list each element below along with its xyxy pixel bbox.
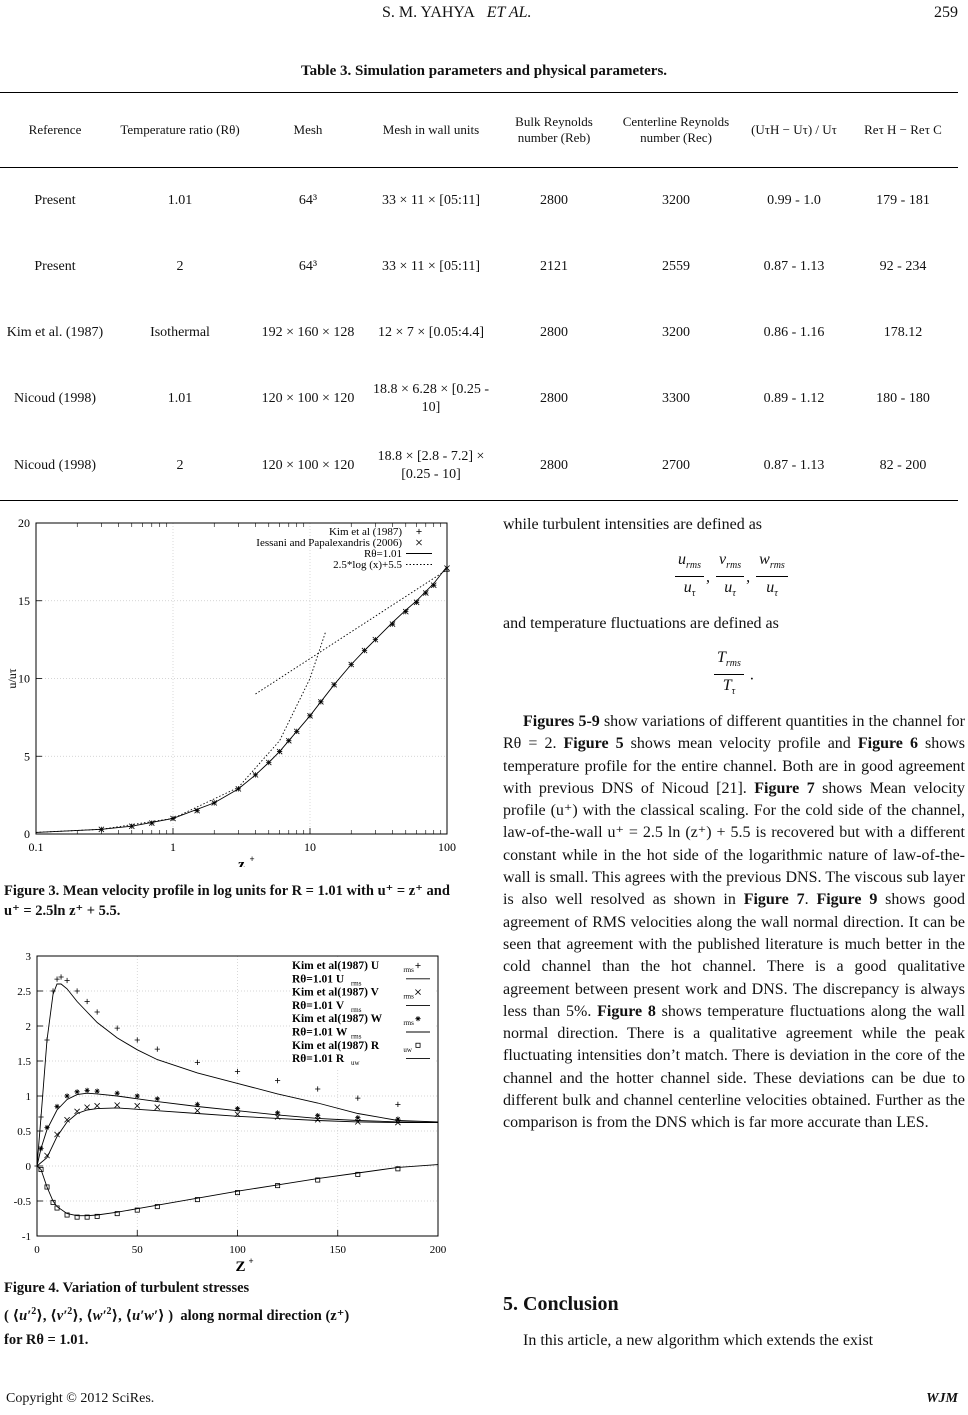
footer-copyright: Copyright © 2012 SciRes. <box>6 1391 155 1406</box>
legend-label-sub: rms <box>350 979 362 988</box>
col-header: Reτ H − Reτ C <box>848 93 958 168</box>
table-cell: 3300 <box>662 390 690 406</box>
x-tick-label: 150 <box>329 1244 346 1256</box>
figure-ref: Figure 6 <box>857 735 918 753</box>
intensities-intro: while turbulent intensities are defined as <box>503 516 763 533</box>
table-cell: 2800 <box>496 432 612 501</box>
col-header: Temperature ratio (Rθ) <box>110 93 250 168</box>
page-number: 259 <box>934 4 958 21</box>
data-point <box>115 1091 120 1096</box>
y-tick-label: 2.5 <box>17 986 31 998</box>
data-point <box>195 1108 200 1113</box>
table-cell: 192 × 160 × 128 <box>261 324 355 340</box>
table-cell: 0.99 - 1.0 <box>767 192 821 208</box>
figure-ref: Figure 5 <box>563 735 624 753</box>
data-point <box>155 1105 160 1110</box>
table-cell: 3200 <box>662 192 690 208</box>
legend-label-sub: rms <box>350 1032 362 1041</box>
legend-label: Rθ=1.01 <box>363 548 402 560</box>
figure-ref: Figure 8 <box>597 1002 656 1020</box>
col-header: Centerline Reynolds number (Rec) <box>612 93 740 168</box>
table-cell: Present <box>34 192 76 208</box>
table-row <box>0 432 958 501</box>
data-point <box>155 1047 160 1052</box>
data-point <box>416 540 421 545</box>
table-cell: 2700 <box>612 432 740 501</box>
data-point <box>64 978 69 983</box>
table-cell: 179 - 181 <box>876 192 930 208</box>
table-cell: Nicoud (1998) <box>13 390 97 406</box>
table-cell: Kim et al. (1987) <box>6 324 104 340</box>
parameters-table <box>0 92 958 501</box>
data-point <box>235 1069 240 1074</box>
series-line <box>36 632 326 833</box>
series-line <box>37 1093 438 1166</box>
data-point <box>85 1088 90 1093</box>
intensities-equation: $\frac{u_{rms}}{u_\tau}$ , $\frac{v_{rms}}{u_\tau}$ , $\frac{w_{rms}}{u_\tau}$ <box>673 550 790 605</box>
table-cell: 64³ <box>298 258 318 274</box>
table-cell: 3200 <box>662 324 690 340</box>
table-cell: 18.8 × 6.28 × [0.25 - 10] <box>372 381 490 415</box>
table-cell: 33 × 11 × [05:11] <box>382 258 480 274</box>
y-axis-label: u/uτ <box>5 668 19 689</box>
col-header: Mesh in wall units <box>366 93 496 168</box>
legend-label: 2.5*log (x)+5.5 <box>333 559 402 571</box>
data-point <box>276 1184 280 1188</box>
running-header: S. M. YAHYA ET AL. <box>382 4 532 21</box>
figure-4-caption <box>4 1278 466 1350</box>
y-tick-label: -0.5 <box>13 1196 31 1208</box>
x-axis-label: z <box>238 857 245 867</box>
table-cell: 92 - 234 <box>879 258 927 274</box>
data-point <box>64 1093 69 1098</box>
x-tick-label: 100 <box>229 1244 246 1256</box>
table-cell: 178.12 <box>883 324 923 340</box>
figure-ref: Figure 7 <box>754 779 815 797</box>
table-cell: 120 × 100 × 120 <box>250 432 366 501</box>
y-tick-label: 3 <box>25 951 31 963</box>
y-tick-label: 0 <box>24 827 30 841</box>
data-point <box>315 1113 320 1118</box>
y-tick-label: 0 <box>25 1161 31 1173</box>
x-axis-label-sup: + <box>248 1256 254 1266</box>
legend-label-sub: rms <box>403 992 414 1001</box>
legend-label-sub: rms <box>350 1005 362 1014</box>
y-tick-label: 0.5 <box>17 1126 31 1138</box>
data-point <box>85 999 90 1004</box>
figure-3-chart <box>0 512 470 867</box>
legend-label: Iessani and Papalexandris (2006) <box>256 537 402 549</box>
table-cell: 33 × 11 × [05:11] <box>382 192 480 208</box>
data-point <box>155 1096 160 1101</box>
table-cell: 2 <box>110 432 250 501</box>
table-cell: 0.86 - 1.16 <box>763 324 825 340</box>
x-tick-label: 100 <box>438 840 456 854</box>
y-tick-label: 15 <box>18 593 30 608</box>
table-cell: 2121 <box>540 258 568 274</box>
para-segment: Figures 5-9 <box>523 713 600 730</box>
table-cell: 18.8 × [2.8 - 7.2] × [0.25 - 10] <box>366 432 496 501</box>
figure-3-caption: Figure 3. Mean velocity profile in log units for R = 1.01 with u⁺ = z⁺ and u⁺ = 2.5ln z⁺ + 5.5. <box>4 883 450 919</box>
data-point <box>275 1078 280 1083</box>
legend-label: Kim et al(1987) R <box>292 1039 380 1052</box>
col-header: Mesh <box>250 93 366 168</box>
data-point <box>315 1086 320 1091</box>
table-cell: Present <box>34 258 76 274</box>
data-point <box>85 1105 90 1110</box>
series-line <box>36 567 447 833</box>
data-point <box>75 988 80 993</box>
legend-label-sub: rms <box>403 966 414 974</box>
table-cell: Nicoud (1998) <box>0 432 110 501</box>
x-tick-label: 10 <box>304 840 316 854</box>
y-tick-label: 2 <box>25 1021 31 1033</box>
conclusion-paragraph: In this article, a new algorithm which extends the exist <box>523 1332 874 1349</box>
table-cell: 2800 <box>540 192 568 208</box>
data-point <box>95 1009 100 1014</box>
data-point <box>395 1117 400 1122</box>
figure-4-plot <box>0 945 470 1280</box>
data-point <box>135 1037 140 1042</box>
data-point <box>115 1103 120 1108</box>
x-axis-label-sup: + <box>249 854 255 864</box>
table-cell: 82 - 200 <box>848 432 958 501</box>
temperature-intro: and temperature fluctuations are defined as <box>503 615 779 632</box>
table-cell: 180 - 180 <box>876 390 930 406</box>
x-tick-label: 0 <box>34 1244 40 1256</box>
table-cell: 1.01 <box>167 390 193 406</box>
data-point <box>135 1093 140 1098</box>
figure-4-chart <box>0 945 470 1280</box>
table-row <box>0 234 958 300</box>
col-header: (UτH − Uτ) / Uτ <box>740 93 848 168</box>
y-tick-label: -1 <box>21 1231 31 1243</box>
x-tick-label: 200 <box>429 1244 447 1256</box>
series-line <box>256 570 448 694</box>
table-cell: Isothermal <box>150 324 210 340</box>
data-point <box>95 1089 100 1094</box>
table-cell: 64³ <box>298 192 318 208</box>
data-point <box>395 1102 400 1107</box>
legend-label: Rθ=1.01 U <box>292 973 345 986</box>
section-heading: 5. Conclusion <box>503 1293 619 1315</box>
x-tick-label: 1 <box>170 840 176 854</box>
figure-3-plot <box>0 512 470 867</box>
figure-4-caption-line2: ( $⟨u'^2⟩$, $⟨v'^2⟩$, $⟨w'^2⟩$, ⟨u′w′⟩ ) along normal direction (z⁺) <box>4 1306 350 1324</box>
col-header: Reference <box>0 93 110 168</box>
table-row <box>0 300 958 366</box>
table-row <box>0 168 958 235</box>
table-cell: 2800 <box>540 324 568 340</box>
table-caption: Table 3. Simulation parameters and physical parameters. <box>300 63 668 79</box>
x-tick-label: 50 <box>131 1244 143 1256</box>
legend-label: Kim et al(1987) W <box>292 1013 383 1026</box>
figure-4-caption-line1: Figure 4. Variation of turbulent stresses <box>4 1280 250 1296</box>
legend-label-sub: uw <box>403 1045 412 1054</box>
x-tick-label: 0.1 <box>28 840 44 854</box>
data-point <box>416 529 421 534</box>
table-cell: 1.01 <box>167 192 193 208</box>
table-cell: 120 × 100 × 120 <box>261 390 355 406</box>
table-cell: 0.87 - 1.13 <box>763 258 825 274</box>
table-cell: 2 <box>176 258 184 274</box>
table-cell: 0.89 - 1.12 <box>763 390 825 406</box>
table-cell: 2559 <box>662 258 690 274</box>
legend-label-sub: uw <box>350 1059 360 1068</box>
legend-label: Kim et al (1987) <box>328 526 402 538</box>
legend-label: Rθ=1.01 V <box>292 999 345 1012</box>
table-cell: 2800 <box>540 390 568 406</box>
y-tick-label: 10 <box>18 671 30 686</box>
data-point <box>415 1016 420 1021</box>
y-tick-label: 5 <box>24 749 30 764</box>
figure-ref: Figure 9 <box>816 891 878 909</box>
y-tick-label: 20 <box>18 516 30 530</box>
results-paragraph: Figures 5-9 show variations of different quantities in the channel for Rθ = 2. Figure 5 shows mean velocity profile and Figure 6 shows temperature profile for the entire channel. Both are in good agreement with previous DNS of Nicoud [21]. Figure 7 shows Mean velocity profile (u⁺) with the classical scaling. For the cold side of the channel, law-of-the-wall u⁺ = 2.5 ln (z⁺) + 5.5 is recovered but with a different constant while in the hot side of the logarithmic nature of law-of-the-wall is small. This agrees with the previous DNS. The viscous sub layer is also well resolved as shown in Figure 7. Figure 9 shows good agreement of RMS velocities along the wall normal direction. It can be seen that agreement with the published literature is much better in the cold channel than the hot channel. There is a good qualitative agreement between present work and DNS. The discrepancy is always less than 5%. Figure 8 shows temperature fluctuations along the wall normal direction. There is a qualitative agreement while the peak fluctuating intensities don’t match. There is deviation in the core of the channel and the hotter channel side. These deviations can be due to different bulk and channel centerline velocities obtained. Further as the comparison is from the DNS which is far more accurate than LES. <box>503 713 966 1132</box>
data-point <box>95 1103 100 1108</box>
table-row <box>0 366 958 432</box>
table-cell: 0.87 - 1.13 <box>740 432 848 501</box>
legend-label: Rθ=1.01 R <box>292 1053 345 1066</box>
legend-label: Rθ=1.01 W <box>292 1026 348 1039</box>
table-header-row <box>0 93 958 168</box>
figure-4-caption-line3: for Rθ = 1.01. <box>4 1331 89 1348</box>
figure-ref: Figure 7 <box>743 891 805 909</box>
table-cell: 12 × 7 × [0.05:4.4] <box>377 324 484 340</box>
y-tick-label: 1 <box>25 1091 31 1103</box>
temperature-equation: $\frac{T_{rms}}{T_\tau}$ . <box>712 648 754 703</box>
data-point <box>75 1089 80 1094</box>
data-point <box>195 1060 200 1065</box>
footer-journal: WJM <box>926 1391 958 1406</box>
legend-label-sub: rms <box>403 1019 414 1028</box>
legend-label: Kim et al(1987) V <box>292 986 379 999</box>
x-axis-label: Z <box>235 1259 246 1275</box>
legend-label: Kim et al(1987) U <box>292 960 380 972</box>
col-header: Bulk Reynolds number (Reb) <box>496 93 612 168</box>
y-tick-label: 1.5 <box>17 1056 31 1068</box>
